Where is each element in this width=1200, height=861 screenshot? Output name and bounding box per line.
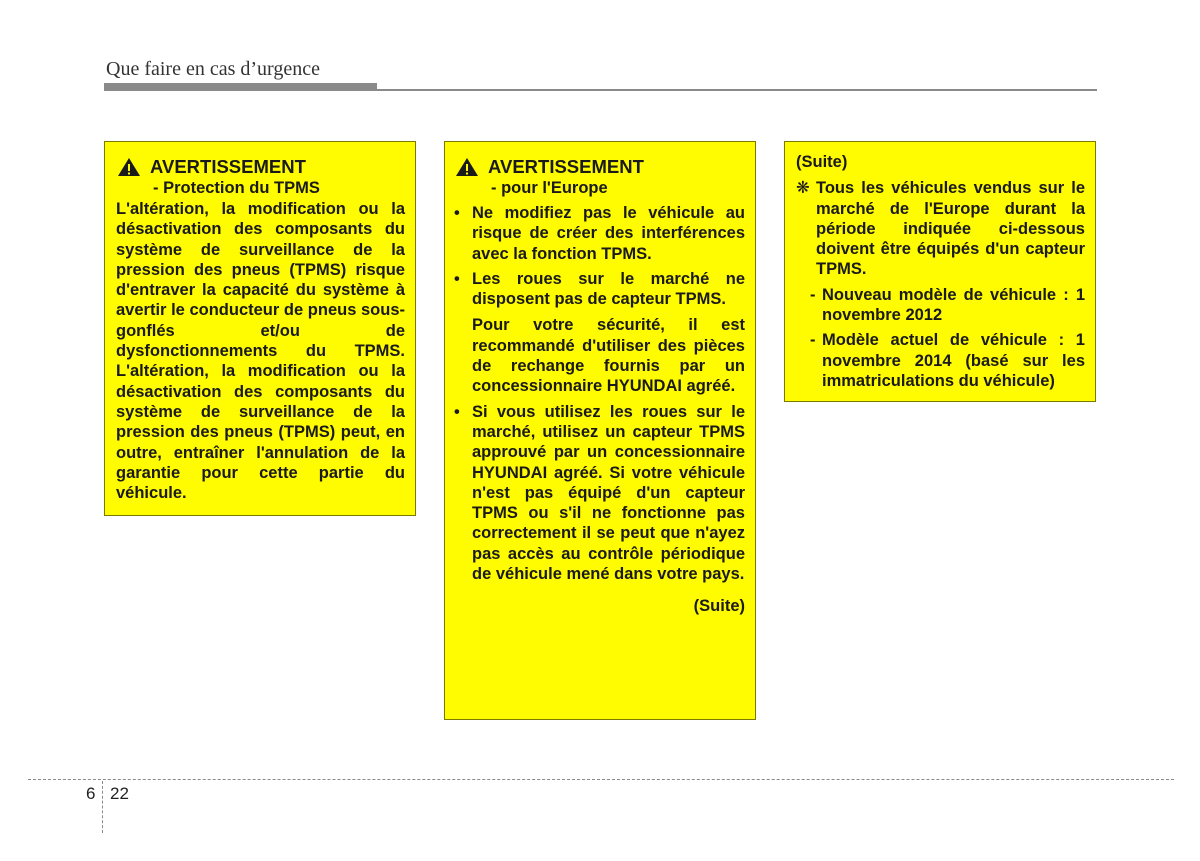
bullet-icon: • <box>454 269 460 288</box>
note-row <box>796 178 1085 279</box>
warning-heading: AVERTISSEMENT <box>150 156 306 177</box>
bullet-icon: • <box>454 204 460 222</box>
dash-marker: - <box>810 285 816 304</box>
note-text: Tous les véhicules vendus sur le marché de l'Europe durant la période indiquée ci-dessous doivent être équipés d'un capteur TPMS. <box>816 179 1085 279</box>
page-number: 22 <box>110 784 129 803</box>
chapter-number: 6 <box>86 784 96 803</box>
continued-label: (Suite) <box>796 153 848 171</box>
warning-heading-row <box>116 156 405 178</box>
header-rule <box>104 89 1097 91</box>
warning-box-europe <box>444 141 756 720</box>
warning-triangle-icon <box>455 157 479 177</box>
list-item <box>454 203 745 264</box>
list-item-text: Modèle actuel de véhicule : 1 novembre 2014 (basé sur les immatriculations du véhicule) <box>822 331 1085 390</box>
warning-body: L'altération, la modification ou la désactivation des composants du système de surveillance de la pression des pneus (TPMS) risque d'entraver la capacité du système à avertir le conducteur de pneus sous-gonflés et/ou de dysfonctionnements du TPMS. L'altération, la modification ou la désactivation des composants du système de surveillance de la pression des pneus (TPMS) peut, en outre, entraîner l'annulation de la garantie pour cette partie du véhicule. <box>116 200 405 503</box>
continued-label: (Suite) <box>693 597 745 616</box>
asterisk-note-icon: ❋ <box>796 179 810 198</box>
dash-marker: - <box>810 331 816 350</box>
list-item <box>796 285 1085 326</box>
list-item <box>454 402 745 585</box>
list-item-text: Si vous utilisez les roues sur le marché, utilisez un capteur TPMS approuvé par un concessionnaire HYUNDAI agréé. Si votre véhicule n'est pas équipé d'un capteur TPMS ou s'il ne fonctionne pas correctement il se peut que n'ayez pas accès au contrôle périodique de véhicule mené dans votre pays. <box>472 402 745 584</box>
warning-triangle-icon <box>117 157 141 177</box>
page-header-title: Que faire en cas d’urgence <box>106 58 320 80</box>
note-box-continued <box>784 141 1096 402</box>
warning-heading-row <box>454 156 745 178</box>
warning-subheading: - Protection du TPMS <box>153 179 320 197</box>
warning-heading: AVERTISSEMENT <box>488 156 644 177</box>
list-item-text: Ne modifiez pas le véhicule au risque de créer des interférences avec la fonction TPMS. <box>472 204 745 263</box>
list-item-text: Nouveau modèle de véhicule : 1 novembre 2012 <box>822 285 1085 325</box>
warning-subheading: - pour l'Europe <box>491 179 608 197</box>
list-item <box>796 330 1085 391</box>
list-item-paragraph: Pour votre sécurité, il est recommandé d'utiliser des pièces de rechange fournis par un concessionnaire HYUNDAI agréé. <box>472 316 745 396</box>
list-item <box>454 269 745 397</box>
list-item-text: Les roues sur le marché ne disposent pas de capteur TPMS. <box>472 269 745 309</box>
footer-divider <box>102 781 103 833</box>
warning-box-tpms-protection <box>104 141 416 516</box>
footer-rule <box>28 779 1174 780</box>
bullet-icon: • <box>454 402 460 421</box>
